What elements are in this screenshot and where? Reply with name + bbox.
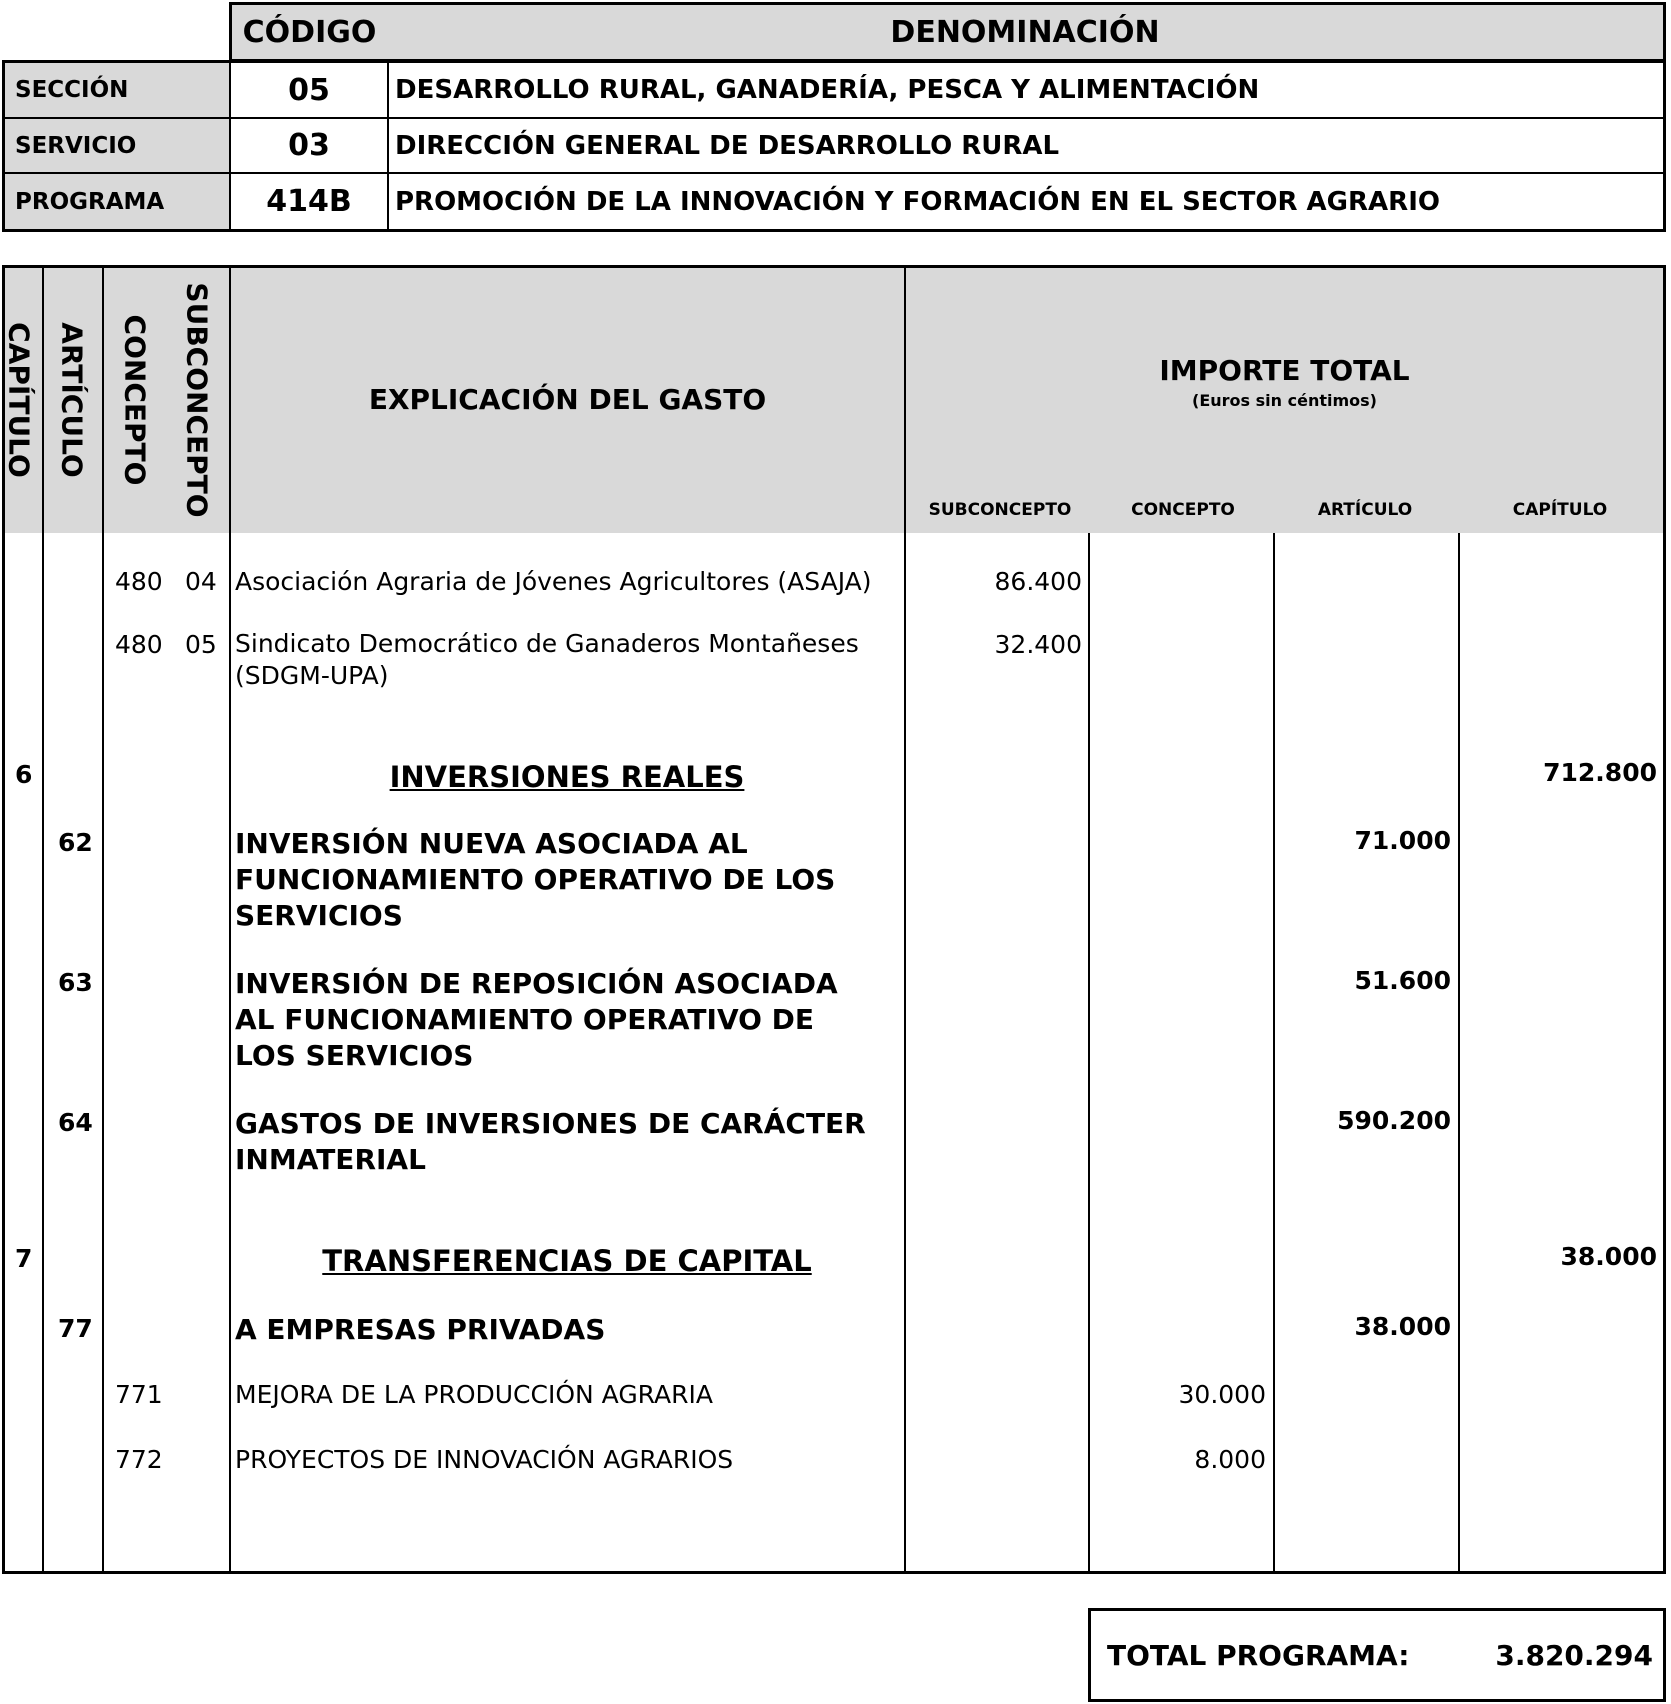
row-description: Sindicato Democrático de Ganaderos Montañeses (SDGM-UPA): [235, 629, 859, 690]
row-articulo: 62: [58, 828, 93, 857]
header-name-servicio: DIRECCIÓN GENERAL DE DESARROLLO RURAL: [395, 130, 1060, 161]
row-concepto: 772: [115, 1445, 163, 1474]
header-code-programa: 414B: [266, 184, 352, 219]
table-row: [0, 966, 1671, 1076]
col-header-articulo: ARTÍCULO: [55, 322, 89, 478]
row-imp-articulo: 590.200: [1337, 1106, 1451, 1135]
table-row: [0, 565, 1671, 605]
row-articulo: 63: [58, 968, 93, 997]
row-articulo: 64: [58, 1108, 93, 1137]
row-imp-subconcepto: 32.400: [994, 630, 1082, 659]
row-description: INVERSIÓN NUEVA ASOCIADA AL FUNCIONAMIENTO OPERATIVO DE LOS SERVICIOS: [235, 827, 836, 932]
row-imp-subconcepto: 86.400: [994, 567, 1082, 596]
header-col-denominacion: DENOMINACIÓN: [387, 2, 1666, 62]
header-code-servicio: 03: [288, 128, 330, 163]
row-imp-capitulo: 38.000: [1560, 1242, 1657, 1271]
table-row: [0, 1106, 1671, 1180]
row-capitulo: 7: [15, 1244, 33, 1273]
header-name-seccion: DESARROLLO RURAL, GANADERÍA, PESCA Y ALIMENTACIÓN: [395, 75, 1260, 105]
col-header-concepto: CONCEPTO: [118, 314, 152, 486]
header-code-seccion: 05: [288, 72, 330, 108]
table-row: [0, 1443, 1671, 1483]
row-description: A EMPRESAS PRIVADAS: [235, 1313, 606, 1346]
table-row: [0, 826, 1671, 936]
table-row: [0, 1312, 1671, 1352]
table-row: [0, 1242, 1671, 1282]
col-header-imp-concepto: CONCEPTO: [1131, 500, 1235, 520]
row-description: INVERSIÓN DE REPOSICIÓN ASOCIADA AL FUNCIONAMIENTO OPERATIVO DE LOS SERVICIOS: [235, 967, 838, 1072]
total-value: 3.820.294: [1495, 1639, 1653, 1672]
header-table: [0, 0, 1671, 235]
total-label: TOTAL PROGRAMA:: [1107, 1639, 1410, 1672]
row-imp-concepto: 30.000: [1178, 1380, 1266, 1409]
row-subconcepto: 04: [185, 567, 217, 596]
table-row: [0, 1378, 1671, 1418]
row-articulo: 77: [58, 1314, 93, 1343]
header-col-codigo: CÓDIGO: [229, 2, 389, 62]
header-label-programa: PROGRAMA: [5, 174, 229, 229]
importe-subtitle: (Euros sin céntimos): [1192, 391, 1377, 410]
row-capitulo: 6: [15, 760, 33, 789]
row-imp-articulo: 71.000: [1354, 826, 1451, 855]
row-section-title: TRANSFERENCIAS DE CAPITAL: [322, 1244, 812, 1278]
row-section-title: INVERSIONES REALES: [389, 760, 745, 794]
total-box: [1088, 1608, 1666, 1702]
row-concepto: 480: [115, 567, 163, 596]
header-label-seccion: SECCIÓN: [5, 63, 229, 117]
col-header-capitulo: CAPÍTULO: [2, 322, 36, 478]
row-description: GASTOS DE INVERSIONES DE CARÁCTER INMATERIAL: [235, 1107, 866, 1176]
row-imp-articulo: 51.600: [1354, 966, 1451, 995]
row-description: PROYECTOS DE INNOVACIÓN AGRARIOS: [235, 1445, 734, 1474]
row-concepto: 480: [115, 630, 163, 659]
header-label-servicio: SERVICIO: [5, 119, 229, 172]
row-concepto: 771: [115, 1380, 163, 1409]
row-imp-capitulo: 712.800: [1543, 758, 1657, 787]
header-name-programa: PROMOCIÓN DE LA INNOVACIÓN Y FORMACIÓN EN EL SECTOR AGRARIO: [395, 186, 1440, 217]
table-row: [0, 628, 1671, 700]
table-row: [0, 758, 1671, 798]
importe-title: IMPORTE TOTAL: [1159, 354, 1410, 387]
col-header-imp-articulo: ARTÍCULO: [1317, 500, 1413, 520]
col-header-explicacion: EXPLICACIÓN DEL GASTO: [368, 383, 767, 416]
row-description: MEJORA DE LA PRODUCCIÓN AGRARIA: [235, 1380, 713, 1409]
row-description: Asociación Agraria de Jóvenes Agricultores (ASAJA): [235, 567, 872, 596]
row-imp-concepto: 8.000: [1194, 1445, 1266, 1474]
row-subconcepto: 05: [185, 630, 217, 659]
col-header-subconcepto: SUBCONCEPTO: [180, 282, 214, 518]
row-imp-articulo: 38.000: [1354, 1312, 1451, 1341]
col-header-imp-subconcepto: SUBCONCEPTO: [928, 500, 1072, 520]
col-header-imp-capitulo: CAPÍTULO: [1512, 500, 1608, 520]
